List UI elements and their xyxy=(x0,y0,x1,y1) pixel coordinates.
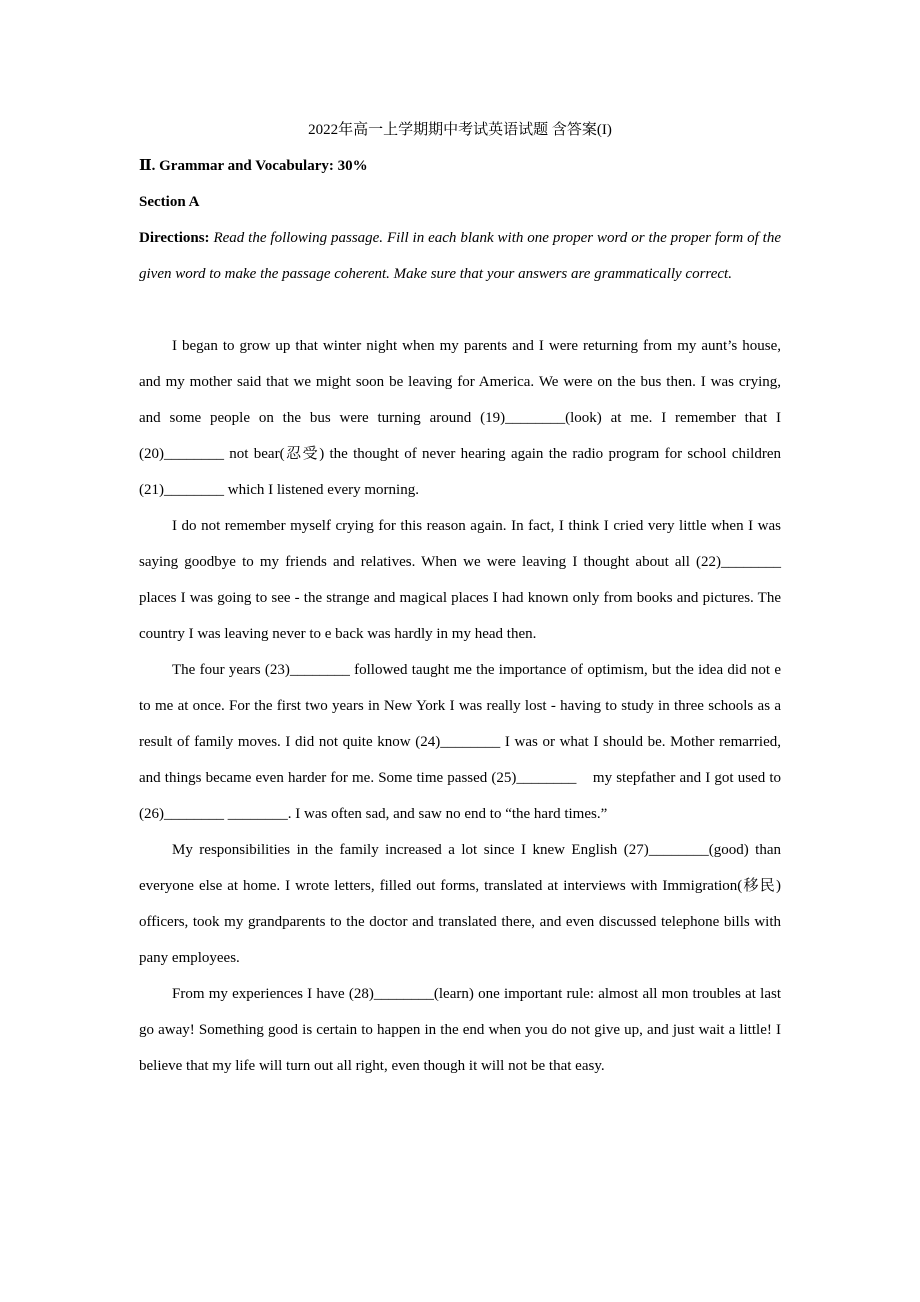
passage-paragraph-4: My responsibilities in the family increased a lot since I knew English (27)________(good) than everyone else at home. I wrote letters, filled out forms, translated at interviews with Immigration(移民) officers, took my grandparents to the doctor and translated there, and even discussed telephone bills with pany employees. xyxy=(139,842,781,966)
passage-paragraph-2: I do not remember myself crying for this reason again. In fact, I think I cried very little when I was saying goodbye to my friends and relatives. When we were leaving I thought about all (22)________ places I was going to see - the strange and magical places I had known only from books and pictures. The country I was leaving never to e back was hardly in my head then. xyxy=(139,518,781,642)
passage-paragraph-5: From my experiences I have (28)________(learn) one important rule: almost all mon troubles at last go away! Something good is certain to happen in the end when you do not give up, and just wait a little! I believe that my life will turn out all right, even though it will not be that easy. xyxy=(139,986,781,1074)
passage-paragraph-3: The four years (23)________ followed taught me the importance of optimism, but the idea did not e to me at once. For the first two years in New York I was really lost - having to study in three schools as a result of family moves. I did not quite know (24)________ I was or what I should be. Mother remarried, and things became even harder for me. Some time passed (25)________ my stepfather and I got used to (26)________ ________. I was often sad, and saw no end to “the hard times.” xyxy=(139,662,785,822)
document-title: 2022年高一上学期期中考试英语试题 含答案(I) xyxy=(308,122,612,138)
directions-label: Directions: xyxy=(139,230,210,246)
passage-paragraph-1: I began to grow up that winter night when my parents and I were returning from my aunt’s house, and my mother said that we might soon be leaving for America. We were on the bus then. I was crying, and some people on the bus were turning around (19)________(look) at me. I remember that I (20)________ not bear(忍受) the thought of never hearing again the radio program for school children (21)________ which I listened every morning. xyxy=(139,338,781,498)
spacer xyxy=(139,292,781,328)
document-page xyxy=(139,112,785,1084)
directions xyxy=(139,220,781,292)
section-heading: Ⅱ. Grammar and Vocabulary: 30% xyxy=(139,158,368,174)
subsection-heading: Section A xyxy=(139,194,200,210)
directions-text: Read the following passage. Fill in each blank with one proper word or the proper form of the given word to make the passage coherent. Make sure that your answers are grammatically correct. xyxy=(139,230,781,282)
